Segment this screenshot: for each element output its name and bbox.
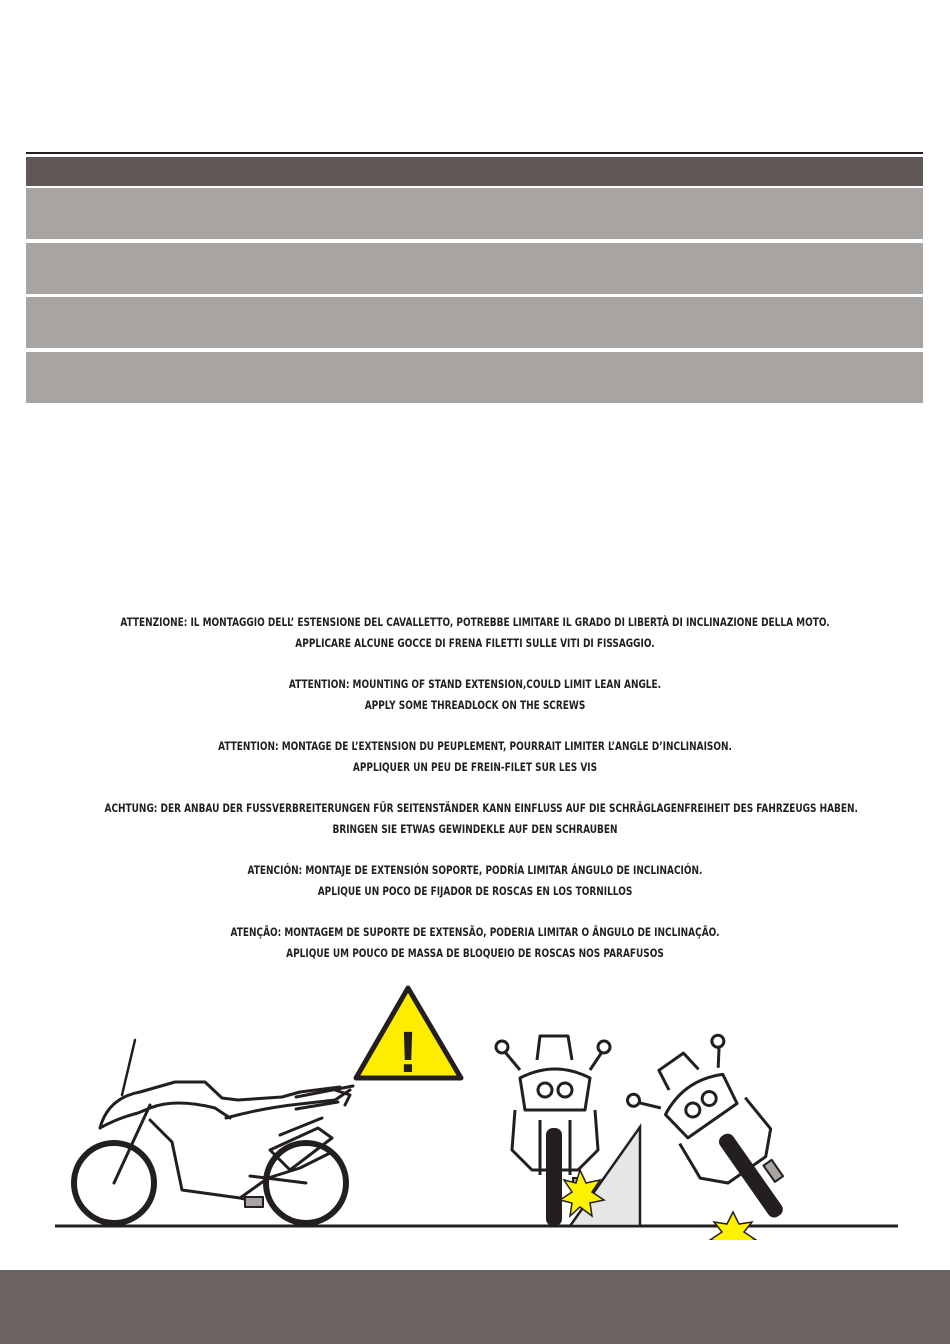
warning-pt [105,922,846,964]
motorcycle-front-upright-icon [496,1036,640,1226]
warning-en [105,674,846,716]
motorcycle-side-view-icon [74,1040,353,1223]
warning-pt-line2: APLIQUE UM POUCO DE MASSA DE BLOQUEIO DE ROSCAS NOS PARAFUSOS [286,946,664,960]
warning-en-line2: APPLY SOME THREADLOCK ON THE SCREWS [364,698,586,712]
warning-de-line1: ACHTUNG: DER ANBAU DER FUSSVERBREITERUNGEN FÜR SEITENSTÄNDER KANN EINFLUSS AUF DIE SCHRÄGLAGENFREIHEIT DES FAHRZEUGS HABEN. [104,801,858,815]
top-rule [26,152,923,154]
table-header-bar [26,157,923,186]
lean-angle-illustration [0,980,950,1240]
table-row [26,188,923,239]
warning-fr-line1: ATTENTION: MONTAGE DE L’EXTENSION DU PEUPLEMENT, POURRAIT LIMITER L’ANGLE D’INCLINAISON. [218,739,732,753]
warning-pt-line1: ATENÇÃO: MONTAGEM DE SUPORTE DE EXTENSÃO, PODERIA LIMITAR O ÂNGULO DE INCLINAÇÃO. [230,925,720,939]
warning-de [104,798,858,840]
warning-es-line2: APLIQUE UN POCO DE FIJADOR DE ROSCAS EN LOS TORNILLOS [317,884,633,898]
front-tire [546,1128,562,1226]
impact-star-icon [710,1212,756,1240]
table-row [26,352,923,403]
warning-es [105,860,846,902]
motorcycle-front-leaning-icon [623,1030,825,1240]
warning-fr-line2: APPLIQUER UN PEU DE FREIN-FILET SUR LES VIS [352,760,598,774]
exclamation-triangle-icon [356,988,461,1085]
warning-it-line2: APPLICARE ALCUNE GOCCE DI FRENA FILETTI SULLE VITI DI FISSAGGIO. [295,636,655,650]
warning-en-line1: ATTENTION: MOUNTING OF STAND EXTENSION,COULD LIMIT LEAN ANGLE. [288,677,662,691]
warning-fr [105,736,846,778]
svg-text:!: ! [398,1020,418,1085]
table-row [26,243,923,294]
footer-bar [0,1270,950,1344]
warning-text-block [104,612,858,984]
warning-es-line1: ATENCIÓN: MONTAJE DE EXTENSIÓN SOPORTE, PODRÍA LIMITAR ÁNGULO DE INCLINACIÓN. [247,863,703,877]
warning-it [105,612,846,654]
warning-it-line1: ATTENZIONE: IL MONTAGGIO DELL’ ESTENSIONE DEL CAVALLETTO, POTREBBE LIMITARE IL GRADO DI LIBERTÀ DI INCLINAZIONE DELLA MOTO. [120,615,830,629]
warning-de-line2: BRINGEN SIE ETWAS GEWINDEKLE AUF DEN SCHRAUBEN [332,822,618,836]
table-row [26,297,923,348]
